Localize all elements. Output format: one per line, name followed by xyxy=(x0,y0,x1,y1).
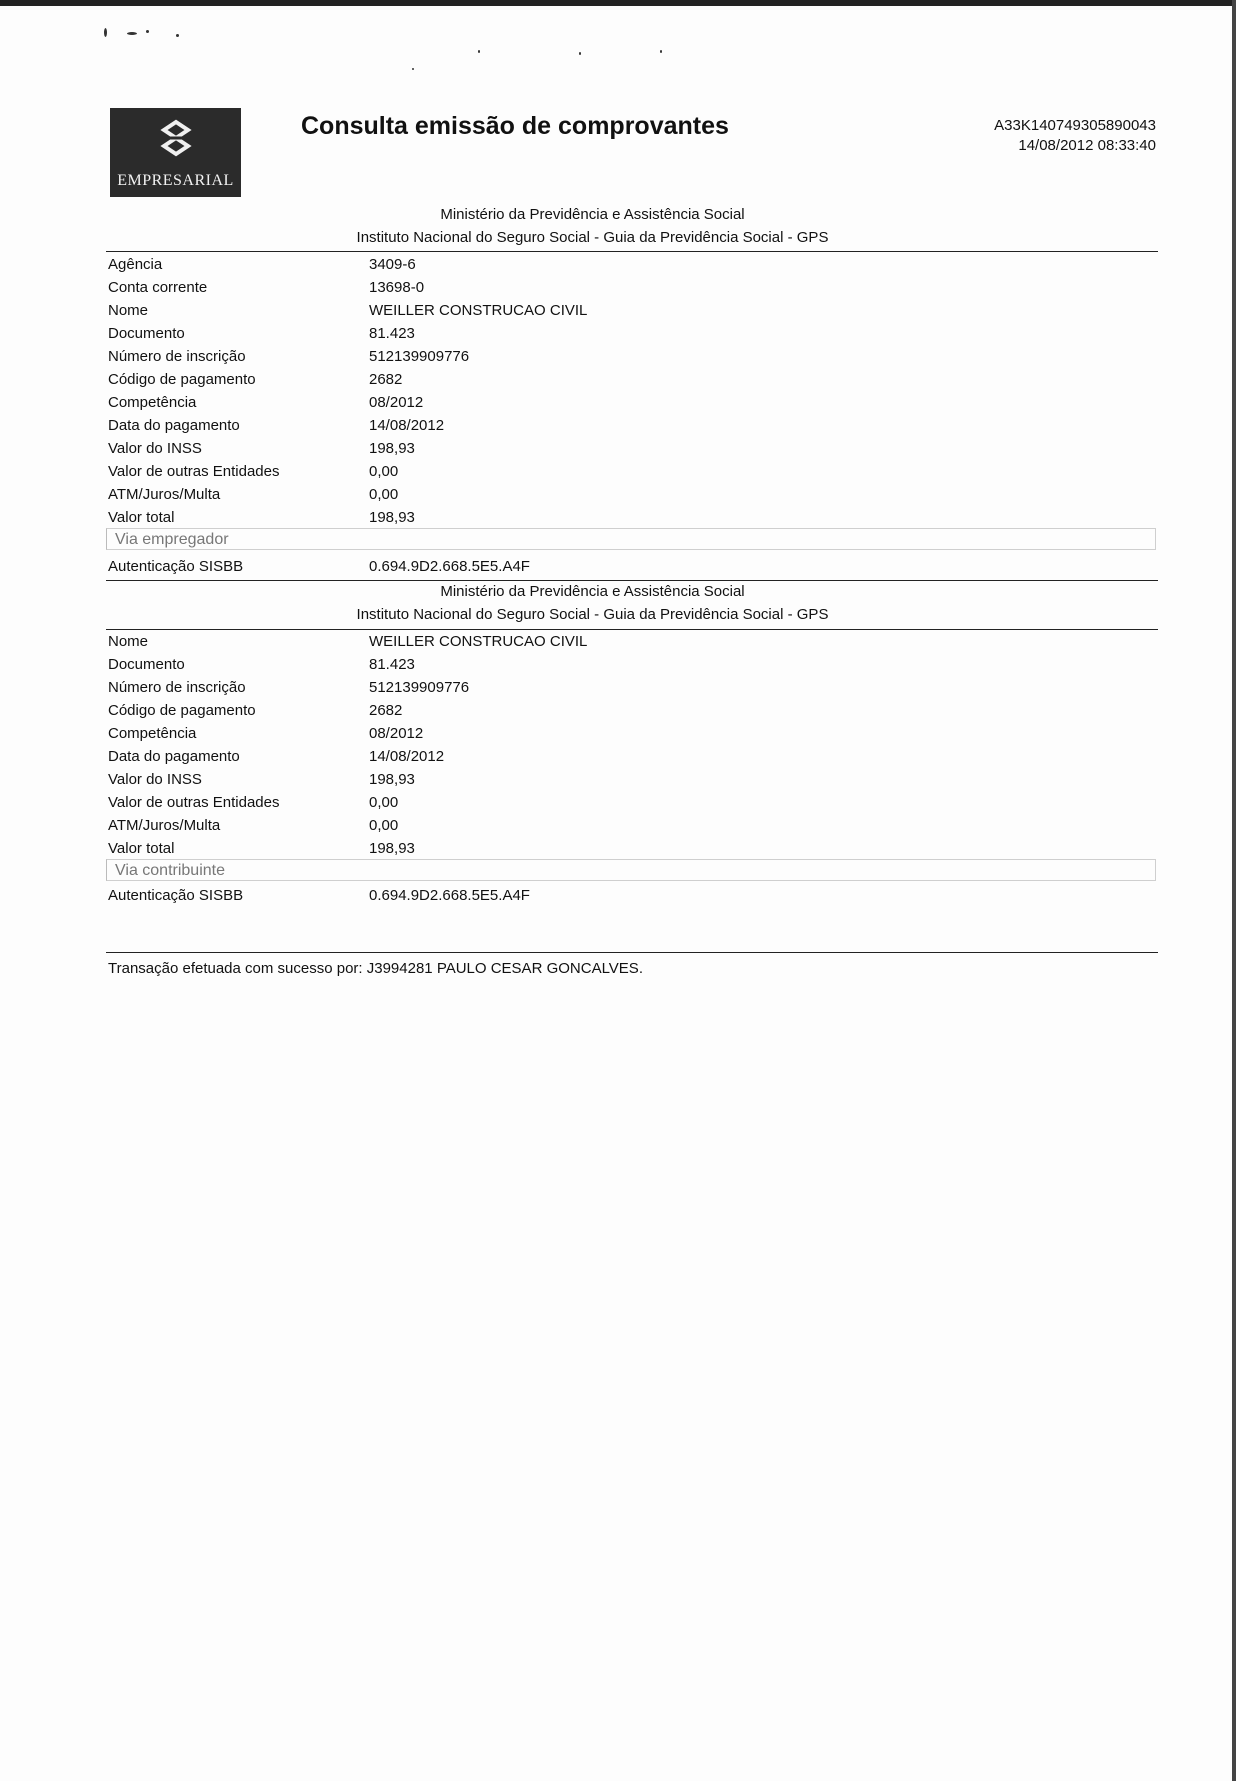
bank-logo xyxy=(110,108,241,197)
table-row: Valor de outras Entidades 0,00 xyxy=(108,794,399,811)
transaction-status: Transação efetuada com sucesso por: J3994281 PAULO CESAR GONCALVES. xyxy=(108,960,643,977)
section-2-header xyxy=(301,580,884,626)
section-1-auth xyxy=(108,555,1158,578)
table-row: ATM/Juros/Multa 0,00 xyxy=(108,486,399,503)
table-row: Número de inscrição 512139909776 xyxy=(108,348,470,365)
table-row: Data do pagamento 14/08/2012 xyxy=(108,748,445,765)
section-1-ministry: Ministério da Previdência e Assistência Social xyxy=(440,206,745,223)
table-row: Nome WEILLER CONSTRUCAO CIVIL xyxy=(108,633,588,650)
auth-row: Autenticação SISBB 0.694.9D2.668.5E5.A4F xyxy=(108,558,530,575)
table-row: Código de pagamento 2682 xyxy=(108,371,403,388)
table-row: Código de pagamento 2682 xyxy=(108,702,403,719)
reference-code: A33K140749305890043 xyxy=(994,117,1156,134)
logo-text: EMPRESARIAL xyxy=(117,172,234,189)
bank-symbol-icon xyxy=(154,118,198,162)
table-row: Data do pagamento 14/08/2012 xyxy=(108,417,445,434)
table-row: Valor de outras Entidades 0,00 xyxy=(108,463,399,480)
auth-row: Autenticação SISBB 0.694.9D2.668.5E5.A4F xyxy=(108,887,530,904)
section-1-top-rule xyxy=(106,251,1158,252)
scan-edge-top xyxy=(0,0,1236,6)
section-1-header xyxy=(301,203,884,249)
table-row: Valor total 198,93 xyxy=(108,509,415,526)
via-empregador-label: Via empregador xyxy=(106,528,1156,550)
table-row: Valor do INSS 198,93 xyxy=(108,771,415,788)
section-1-institute: Instituto Nacional do Seguro Social - Guia da Previdência Social - GPS xyxy=(356,229,829,246)
section-2-auth xyxy=(108,884,1158,907)
table-row: Conta corrente 13698-0 xyxy=(108,279,425,296)
table-row: Valor total 198,93 xyxy=(108,840,415,857)
table-row: Documento 81.423 xyxy=(108,656,415,673)
scan-edge-right xyxy=(1232,0,1236,1781)
page-title: Consulta emissão de comprovantes xyxy=(301,112,729,140)
table-row: Nome WEILLER CONSTRUCAO CIVIL xyxy=(108,302,588,319)
section-2-ministry: Ministério da Previdência e Assistência Social xyxy=(440,583,745,600)
section-2-rows xyxy=(108,630,1158,860)
table-row: Valor do INSS 198,93 xyxy=(108,440,415,457)
table-row: Competência 08/2012 xyxy=(108,725,424,742)
table-row: ATM/Juros/Multa 0,00 xyxy=(108,817,399,834)
reference-block xyxy=(994,116,1156,156)
table-row: Documento 81.423 xyxy=(108,325,415,342)
section-1-rows xyxy=(108,253,1158,529)
via-contribuinte-label: Via contribuinte xyxy=(106,859,1156,881)
table-row: Competência 08/2012 xyxy=(108,394,424,411)
issue-datetime: 14/08/2012 08:33:40 xyxy=(1018,137,1156,154)
table-row: Número de inscrição 512139909776 xyxy=(108,679,470,696)
table-row: Agência 3409-6 xyxy=(108,256,416,273)
footer-rule xyxy=(106,952,1158,953)
section-2-institute: Instituto Nacional do Seguro Social - Guia da Previdência Social - GPS xyxy=(356,606,829,623)
